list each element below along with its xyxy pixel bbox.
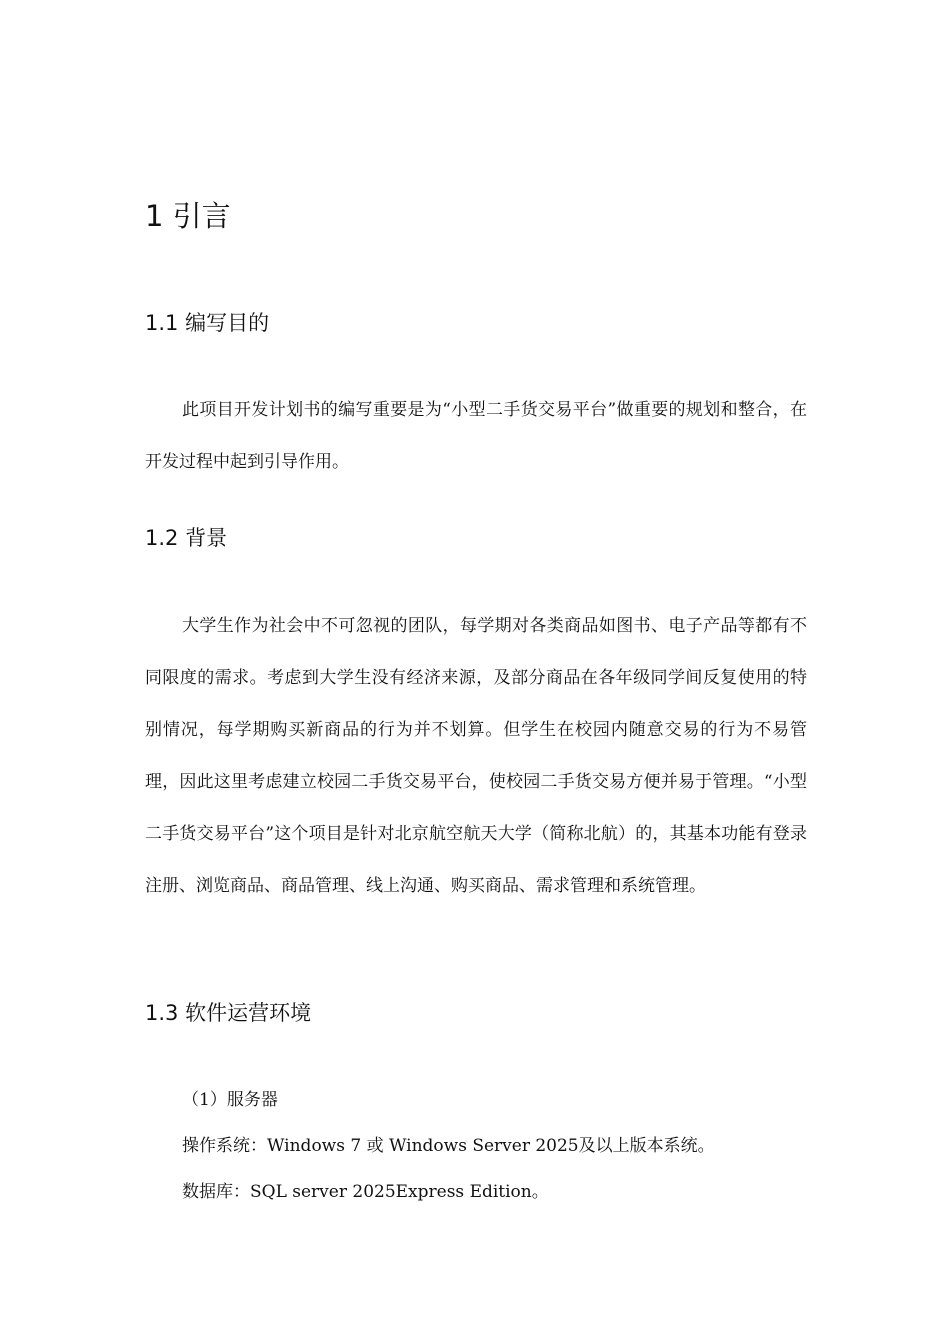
background-paragraph: 大学生作为社会中不可忽视的团队，每学期对各类商品如图书、电子产品等都有不同限度的需求。考虑到大学生没有经济来源，及部分商品在各年级同学间反复使用的特别情况，每学期购买新商品的行为并不划算。但学生在校园内随意交易的行为不易管理，因此这里考虑建立校园二手货交易平台，使校园二手货交易方便并易于管理。“小型二手货交易平台”这个项目是针对北京航空航天大学（简称北航）的，其基本功能有登录注册、浏览商品、商品管理、线上沟通、购买商品、需求管理和系统管理。: [145, 616, 807, 896]
section-heading-purpose: 1.1 编写目的: [145, 311, 270, 335]
chapter-heading: 1 引言: [145, 199, 231, 233]
section-heading-environment: 1.3 软件运营环境: [145, 1001, 312, 1025]
purpose-paragraph: 此项目开发计划书的编写重要是为“小型二手货交易平台”做重要的规划和整合，在开发过程中起到引导作用。: [145, 400, 807, 472]
os-line: 操作系统：Windows 7 或 Windows Server 2025及以上版本系统。: [182, 1136, 715, 1156]
database-line: 数据库：SQL server 2025Express Edition。: [182, 1182, 549, 1202]
server-label: （1）服务器: [182, 1090, 278, 1110]
section-heading-background: 1.2 背景: [145, 526, 228, 550]
